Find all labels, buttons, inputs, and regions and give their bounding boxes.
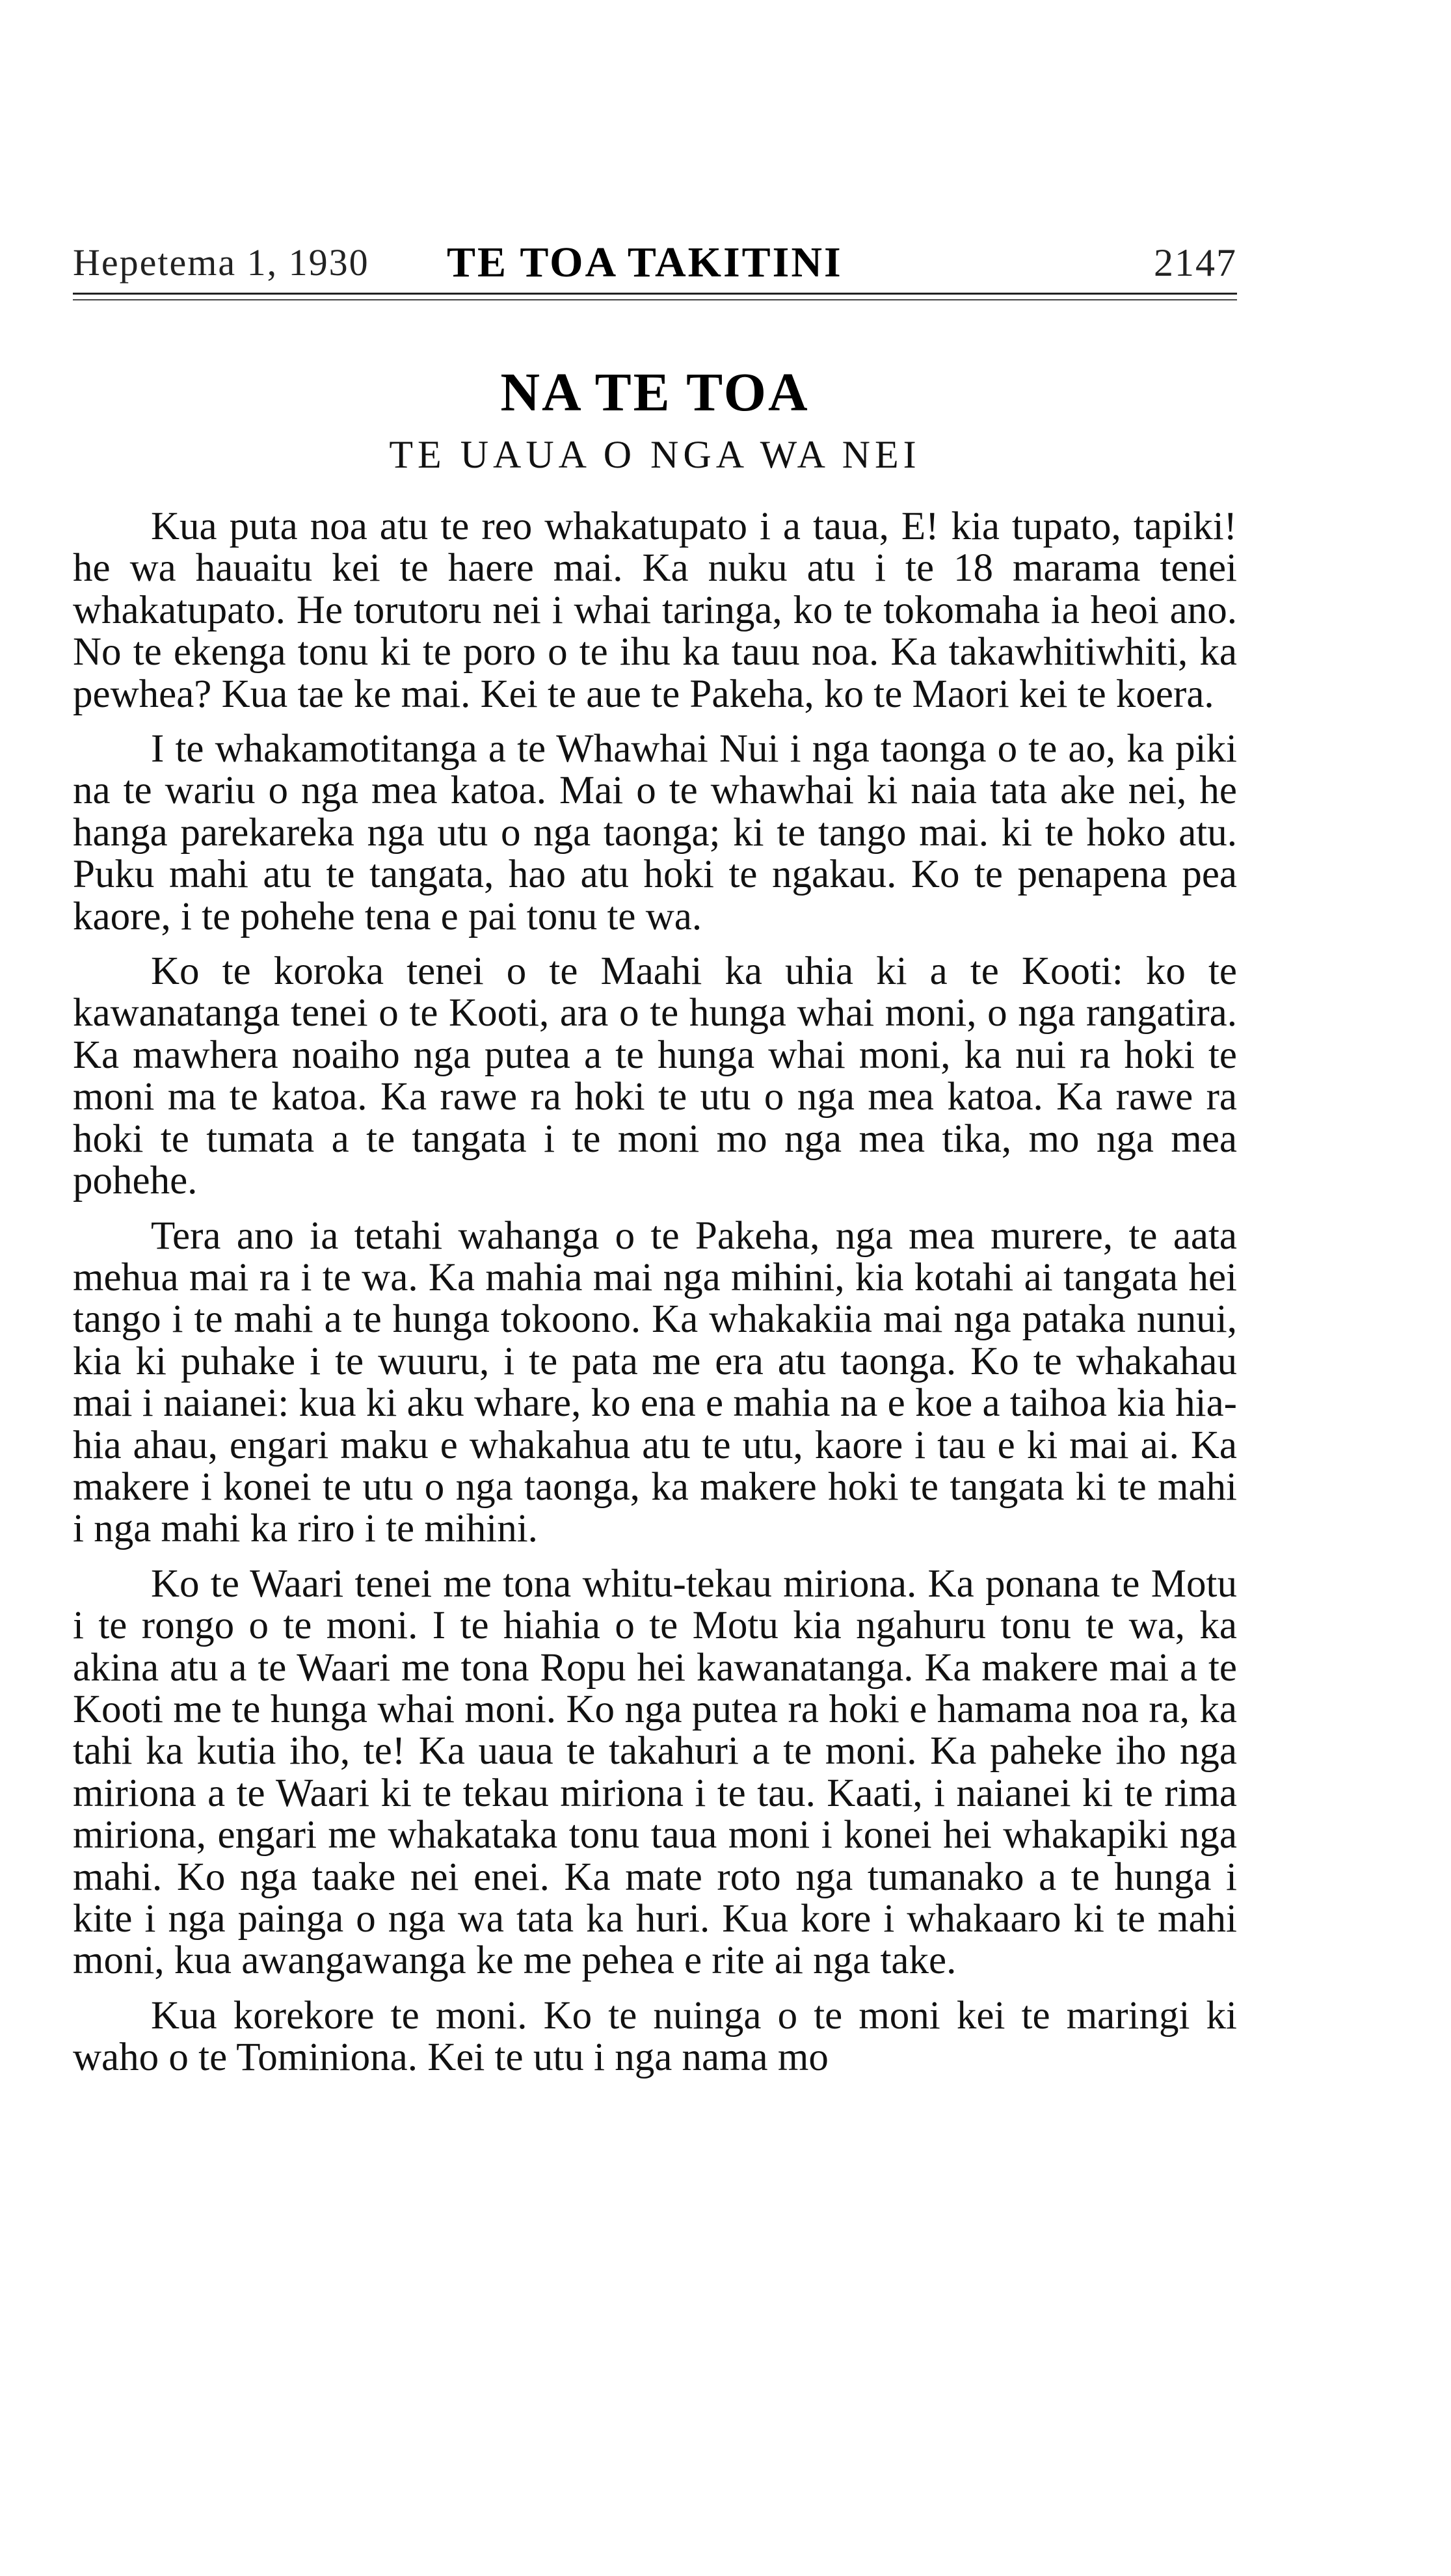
paragraph: Kua korekore te moni. Ko te nuinga o te moni kei te maringi ki waho o te Tominiona. Kei te utu i nga nama mo	[73, 1993, 1237, 2080]
article-title: NA TE TOA	[500, 362, 810, 423]
paragraph: Ko te koroka tenei o te Maahi ka uhia ki a te Kooti: ko te kawanatanga tenei o te Kooti, ara o te hunga whai moni, o nga rangatira. Ka mawhera noaiho nga putea a te hunga whai moni, ka nui ra hoki te moni ma te katoa. Ka rawe ra hoki te utu o nga mea katoa. Ka rawe ra hoki te tumata a te tangata i te moni mo nga mea tika, mo nga mea pohehe.	[73, 949, 1237, 1203]
paragraph: Kua puta noa atu te reo whakatupato i a taua, E! kia tupato, tapiki! he wa hauaitu kei te haere mai. Ka nuku atu i te 18 marama tenei whakatupato. He torutoru nei i whai taringa, ko te tokomaha ia heoi ano. No te ekenga tonu ki te poro o te ihu ka tauu noa. Ka takawhitiwhiti, ka pewhea? Kua tae ke mai. Kei te aue te Pakeha, ko te Maori kei te koera.	[73, 505, 1237, 716]
running-header	[73, 241, 1237, 293]
paragraph: I te whakamotitanga a te Whawhai Nui i nga taonga o te ao, ka piki na te wariu o nga mea katoa. Mai o te whawhai ki naia tata ake nei, he hanga parekareka nga utu o nga taonga; ki te tango mai. ki te hoko atu. Puku mahi atu te tangata, hao atu hoki te ngakau. Ko te penapena pea kaore, i te pohehe tena e pai tonu te wa.	[73, 727, 1237, 938]
article-subtitle: TE UAUA O NGA WA NEI	[389, 433, 921, 476]
journal-title: TE TOA TAKITINI	[447, 239, 843, 286]
issue-date: Hepetema 1, 1930	[73, 241, 369, 284]
header-rule	[73, 293, 1237, 295]
article-body	[73, 506, 1237, 2092]
page-number: 2147	[1154, 241, 1237, 284]
paragraph: Ko te Waari tenei me tona whitu-tekau miriona. Ka ponana te Motu i te rongo o te moni. I te hiahia o te Motu kia ngahuru tonu te wa, ka akina atu a te Waari me tona Ropu hei kawanatanga. Ka makere mai a te Kooti me te hunga whai moni. Ko nga putea ra hoki e hamama noa ra, ka tahi ka kutia iho, te! Ka uaua te takahuri a te moni. Ka paheke iho nga miriona a te Waari ki te tekau miriona i te tau. Kaati, i naianei ki te rima miriona, engari me whakataka tonu taua moni i konei hei whakapiki nga mahi. Ko nga taake nei enei. Ka mate roto nga tumanako a te hunga i kite i nga painga o nga wa tata ka huri. Kua kore i whakaaro ki te mahi moni, kua awangawanga ke me pehea e rite ai nga take.	[73, 1561, 1237, 1983]
paragraph: Tera ano ia tetahi wahanga o te Pakeha, nga mea murere, te aata mehua mai ra i te wa. Ka mahia mai nga mihini, kia kotahi ai tangata hei tango i te mahi a te hunga tokoono. Ka whakakiia mai nga pataka nunui, kia ki puhake i te wuuru, i te pata me era atu taonga. Ko te whakahau mai i naianei: kua ki aku whare, ko ena e mahia na e koe a taihoa kia hiahia ahau, engari maku e whakahua atu te utu, kaore i tau e ki mai ai. Ka makere i konei te utu o nga taonga, ka makere hoki te tangata ki te mahi i nga mahi ka riro i te mihini.	[73, 1214, 1237, 1551]
header-rule-secondary	[73, 299, 1237, 300]
